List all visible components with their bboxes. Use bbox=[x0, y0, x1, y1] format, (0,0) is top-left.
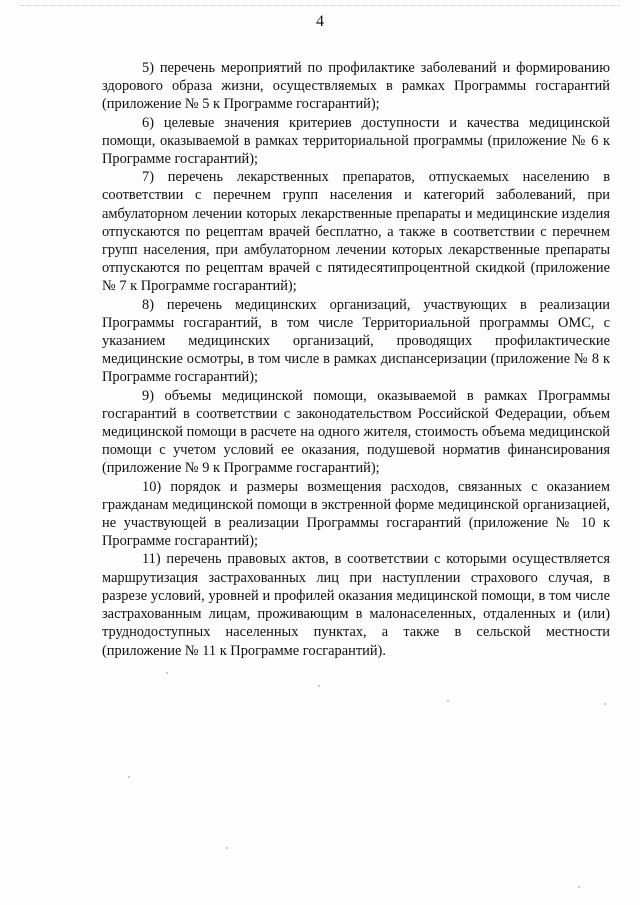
scan-speck bbox=[578, 886, 580, 888]
scan-speck bbox=[166, 672, 168, 674]
page-number: 4 bbox=[316, 13, 324, 30]
list-item-6: 6) целевые значения критериев доступности и качества медицинской помощи, оказываемой в рамках территориальной программы (приложение № 6 к Программе госгарантий); bbox=[102, 114, 610, 168]
document-body bbox=[102, 59, 610, 660]
list-item-9: 9) объемы медицинской помощи, оказываемой в рамках Программы госгарантий в соответствии с законодательством Российской Федерации, объем медицинской помощи в расчете на одного жителя, стоимость объема медицинской помощи с учетом условий ее оказания, подушевой норматив финансирования (приложение № 9 к Программе госгарантий); bbox=[102, 387, 610, 477]
scan-speck bbox=[604, 703, 606, 705]
scan-speck bbox=[226, 847, 228, 849]
scan-speck bbox=[318, 685, 320, 687]
list-item-7: 7) перечень лекарственных препаратов, отпускаемых населению в соответствии с перечнем групп населения и категорий заболеваний, при амбулаторном лечении которых лекарственные препараты и медицинские изделия отпускаются по рецептам врачей бесплатно, а также в соответствии с перечнем групп населения, при амбулаторном лечении которых лекарственные препараты отпускаются по рецептам врачей с пятидесятипроцентной скидкой (приложение № 7 к Программе госгарантий); bbox=[102, 169, 610, 295]
list-item-10: 10) порядок и размеры возмещения расходов, связанных с оказанием гражданам медицинской помощи в экстренной форме медицинской организацией, не участвующей в реализации Программы госгарантий (приложение № 10 к Программе госгарантий); bbox=[102, 478, 610, 550]
scan-speck bbox=[447, 700, 449, 702]
list-item-11: 11) перечень правовых актов, в соответствии с которыми осуществляется маршрутизация застрахованных лиц при наступлении страхового случая, в разрезе условий, уровней и профилей оказания медицинской помощи, в том числе застрахованным лицам, проживающим в малонаселенных, отдаленных и (или) труднодоступных населенных пунктах, а также в сельской местности (приложение № 11 к Программе госгарантий). bbox=[102, 551, 610, 659]
scan-edge-artifact bbox=[20, 5, 620, 7]
scan-speck bbox=[128, 776, 130, 778]
list-item-8: 8) перечень медицинских организаций, участвующих в реализации Программы госгарантий, в том числе Территориальной программы ОМС, с указанием медицинских организаций, проводящих профилактические медицинские осмотры, в том числе в рамках диспансеризации (приложение № 8 к Программе госгарантий); bbox=[102, 296, 610, 386]
list-item-5: 5) перечень мероприятий по профилактике заболеваний и формированию здорового образа жизни, осуществляемых в рамках Программы госгарантий (приложение № 5 к Программе госгарантий); bbox=[102, 60, 610, 113]
